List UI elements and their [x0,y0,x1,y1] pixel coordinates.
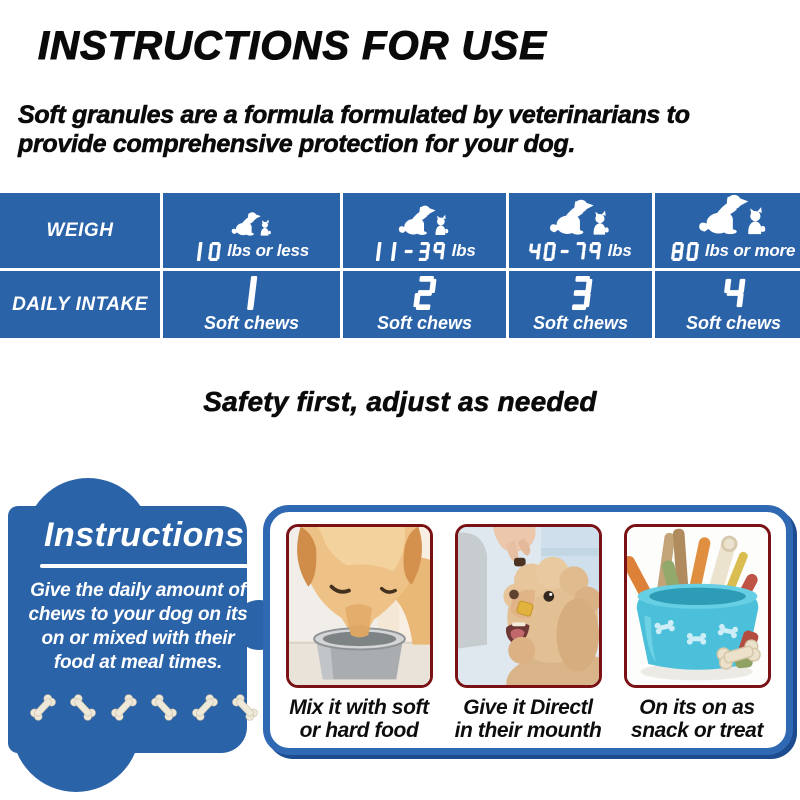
caption-line-1: Give it Directl [463,696,593,719]
intake-unit: Soft chews [532,312,629,333]
photo-bowl-of-treats [624,524,771,688]
intake-count-digit [242,276,262,310]
weight-cell-3 [509,193,652,268]
intake-cell-4 [655,271,800,338]
weight-cell-1 [163,193,340,268]
safety-note: Safety first, adjust as needed [203,386,597,417]
banner-heading: Instructions [44,516,245,554]
step-caption [455,696,602,742]
caption-line-2: snack or treat [630,719,764,743]
photo-dog-eating-from-bowl [286,524,433,688]
steps-panel [263,505,793,755]
weight-unit: lbs [607,241,632,260]
weight-value-digits [529,242,600,261]
intake-cell-1 [163,271,340,338]
intake-row-label: DAILY INTAKE [0,271,160,338]
caption-line-1: Mix it with soft [289,696,429,719]
weight-unit: lbs [451,241,476,260]
dog-cat-icon [549,198,612,238]
bone-icon [28,700,58,720]
dog-cat-icon [398,204,451,238]
bone-icon [149,700,179,720]
weight-cell-2 [343,193,506,268]
step-snack-or-treat [620,524,774,748]
bone-icon [230,700,260,720]
page-title: INSTRUCTIONS FOR USE [38,24,547,68]
intake-cell-3 [509,271,652,338]
weight-value-digits [194,242,220,261]
intro-line-1: Soft granules are a formula formulated by veterinarians to [18,101,690,129]
step-mix-with-food [282,524,436,748]
step-give-directly [451,524,605,748]
caption-line-2: in their mounth [454,719,602,743]
weight-unit: lbs or less [227,241,309,260]
intake-count-digit [415,276,435,310]
caption-line-2: or hard food [299,719,419,743]
intro-line-2: provide comprehensive protection for your dog. [18,129,576,158]
bone-icon [68,700,98,720]
intro-text [18,101,784,159]
intake-unit: Soft chews [376,312,473,333]
banner-bones-row [28,700,260,720]
weight-unit: lbs or more [704,241,796,260]
step-caption [289,696,428,742]
bone-icon [190,700,220,720]
intake-cell-2 [343,271,506,338]
dog-cat-icon [691,193,776,238]
banner-underline [40,564,248,568]
intake-unit: Soft chews [685,312,782,333]
bone-icon [109,700,139,720]
dosage-table [0,193,800,338]
step-caption [631,696,763,742]
weight-row-label: WEIGH [0,193,160,268]
weight-cell-4 [655,193,800,268]
weight-value-digits [373,242,444,261]
intake-count-digit [724,276,744,310]
intake-count-digit [571,276,591,310]
weight-value-digits [672,242,698,261]
dog-cat-icon [231,211,273,238]
photo-hand-feeding-poodle [455,524,602,688]
banner-body-text: Give the daily amount of chews to your dog on its on or mixed with their food at meal times. [28,580,248,674]
intake-unit: Soft chews [203,312,300,333]
caption-line-1: On its on as [639,696,755,719]
